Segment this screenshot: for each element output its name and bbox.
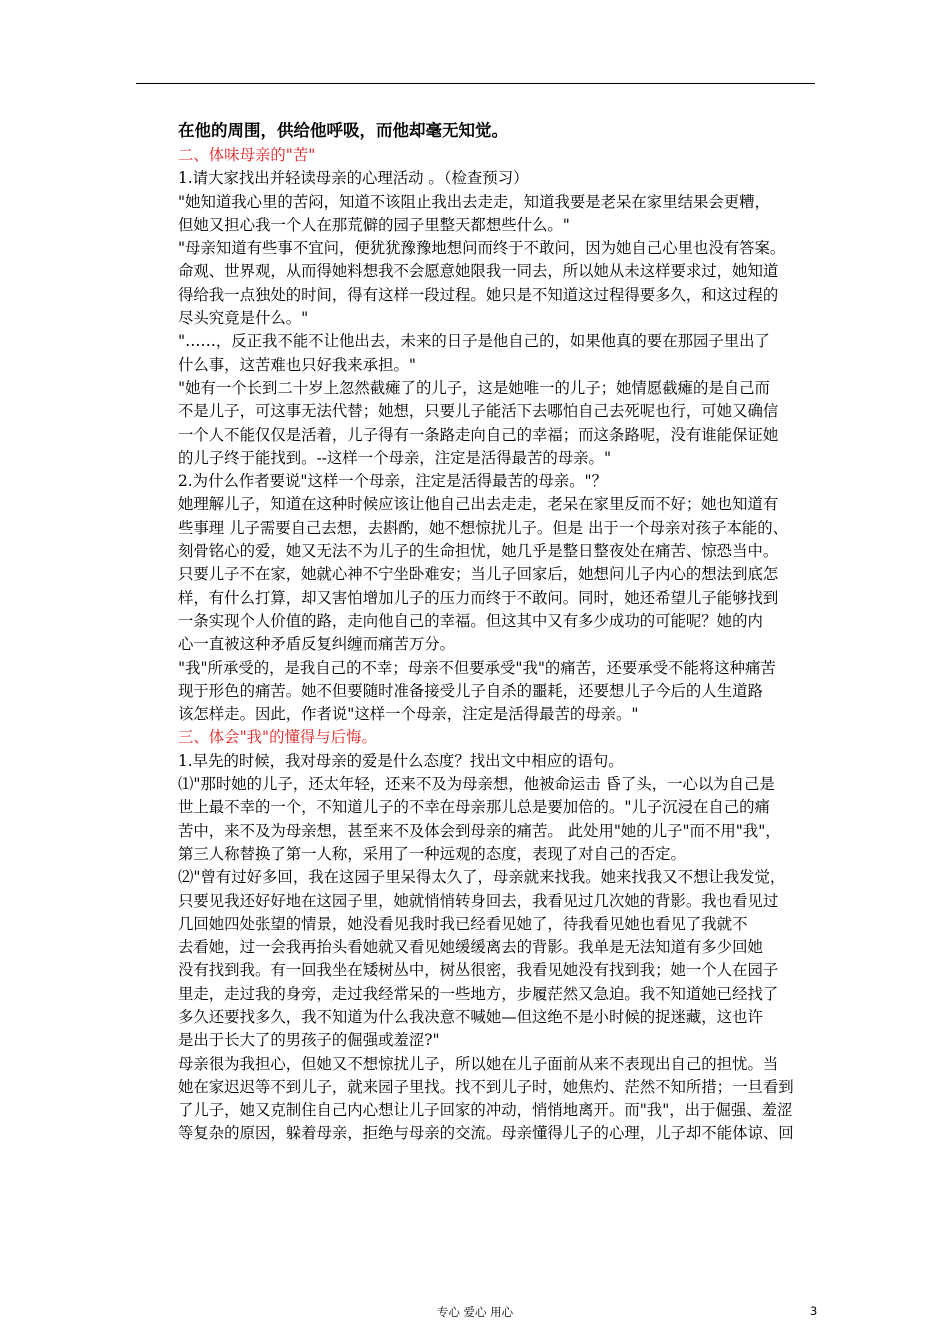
paragraph-line: "我"所承受的，是我自己的不幸；母亲不但要承受"我"的痛苦，还要承受不能将这种痛苦	[178, 658, 776, 677]
paragraph-line: 几回她四处张望的情景，她没看见我时我已经看见她了，待我看见她也看见了我就不	[178, 914, 748, 933]
question-3-1: 1.早先的时候，我对母亲的爱是什么态度？找出文中相应的语句。	[178, 751, 624, 770]
paragraph-line: 样，有什么打算，却又害怕增加儿子的压力而终于不敢问。同时，她还希望儿子能够找到	[178, 588, 779, 607]
paragraph-line: 了儿子，她又克制住自己内心想让儿子回家的冲动，悄悄地离开。而"我"，出于倔强、羞涩	[178, 1101, 793, 1120]
paragraph-line: 的儿子终于能找到。--这样一个母亲，注定是活得最苦的母亲。"	[178, 448, 612, 467]
paragraph-line: 没有找到我。有一回我坐在矮树丛中，树丛很密，我看见她没有找到我；她一个人在园子	[178, 961, 779, 980]
paragraph-line: 第三人称替换了第一人称，采用了一种远观的态度，表现了对自己的否定。	[178, 844, 686, 863]
paragraph-line: 只要见我还好好地在这园子里，她就悄悄转身回去，我看见过几次她的背影。我也看见过	[178, 891, 779, 910]
footer-motto: 专心 爱心 用心	[436, 1305, 514, 1319]
paragraph-line: ⑴"那时她的儿子，还太年轻，还来不及为母亲想，他被命运击 昏了头，一心以为自己是	[178, 775, 775, 794]
paragraph-line: 一个人不能仅仅是活着，儿子得有一条路走向自己的幸福；而这条路呢，没有谁能保证她	[178, 425, 779, 444]
paragraph-line: 多久还要找多久，我不知道为什么我决意不喊她—但这绝不是小时候的捉迷藏，这也许	[178, 1007, 763, 1026]
paragraph-line: 现于形色的痛苦。她不但要随时准备接受儿子自杀的噩耗，还要想儿子今后的人生道路	[178, 681, 763, 700]
paragraph-line: "母亲知道有些事不宜问，便犹犹豫豫地想问而终于不敢问，因为她自己心里也没有答案。	[178, 239, 786, 258]
paragraph-line: ⑵"曾有过好多回，我在这园子里呆得太久了，母亲就来找我。她来找我又不想让我发觉，	[178, 868, 786, 887]
document-body	[178, 118, 828, 1146]
question-2: 2.为什么作者要说"这样一个母亲，注定是活得最苦的母亲。"？	[178, 472, 607, 491]
paragraph-line: 母亲很为我担心，但她又不想惊扰儿子，所以她在儿子面前从来不表现出自己的担忧。当	[178, 1054, 779, 1073]
paragraph-line: 里走，走过我的身旁，走过我经常呆的一些地方，步履茫然又急迫。我不知道她已经找了	[178, 984, 779, 1003]
paragraph-line: "她知道我心里的苦闷，知道不该阻止我出去走走，知道我要是老呆在家里结果会更糟，	[178, 192, 770, 211]
paragraph-line: 世上最不幸的一个，不知道儿子的不幸在母亲那儿总是要加倍的。"儿子沉浸在自己的痛	[178, 798, 770, 817]
paragraph-line: 只要儿子不在家，她就心神不宁坐卧难安；当儿子回家后，她想问儿子内心的想法到底怎	[178, 565, 779, 584]
section-heading-2: 二、体味母亲的"苦"	[178, 146, 316, 164]
question-1: 1.请大家找出并轻读母亲的心理活动 。（检查预习）	[178, 169, 529, 188]
paragraph-line: 她理解儿子，知道在这种时候应该让他自己出去走走，老呆在家里反而不好；她也知道有	[178, 495, 779, 514]
paragraph-line: 命观、世界观，从而得她料想我不会愿意她限我一同去，所以她从未这样要求过，她知道	[178, 262, 779, 281]
paragraph-line: 等复杂的原因，躲着母亲，拒绝与母亲的交流。母亲懂得儿子的心理，儿子却不能体谅、回	[178, 1124, 794, 1143]
section-heading-3: 三、体会"我"的懂得与后悔。	[178, 728, 377, 747]
paragraph-line: 是出于长大了的男孩子的倔强或羞涩?"	[178, 1031, 440, 1050]
paragraph-line: 得给我一点独处的时间，得有这样一段过程。她只是不知道这过程得要多久，和这过程的	[178, 285, 779, 304]
paragraph-line: 一条实现个人价值的路，走向他自己的幸福。但这其中又有多少成功的可能呢？她的内	[178, 611, 763, 630]
paragraph-line: "她有一个长到二十岁上忽然截瘫了的儿子，这是她唯一的儿子；她情愿截瘫的是自己而	[178, 378, 770, 397]
paragraph-line: 些事理 儿子需要自己去想，去斟酌，她不想惊扰儿子。但是 出于一个母亲对孩子本能的、	[178, 518, 789, 537]
page-number: 3	[810, 1304, 818, 1318]
paragraph-line: "……，反正我不能不让他出去，未来的日子是他自己的，如果他真的要在那园子里出了	[178, 332, 770, 351]
header-rule	[136, 83, 815, 84]
paragraph-line: 她在家迟迟等不到儿子，就来园子里找。找不到儿子时，她焦灼、茫然不知所措；一旦看到	[178, 1077, 794, 1096]
lead-sentence: 在他的周围，供给他呼吸，而他却毫无知觉。	[178, 121, 508, 140]
paragraph-line: 去看她，过一会我再抬头看她就又看见她缓缓离去的背影。我单是无法知道有多少回她	[178, 938, 763, 957]
paragraph-line: 尽头究竟是什么。"	[178, 309, 309, 328]
paragraph-line: 不是儿子，可这事无法代替；她想，只要儿子能活下去哪怕自己去死呢也行，可她又确信	[178, 402, 779, 421]
paragraph-line: 该怎样走。因此，作者说"这样一个母亲，注定是活得最苦的母亲。"	[178, 705, 639, 724]
paragraph-line: 心一直被这种矛盾反复纠缠而痛苦万分。	[178, 635, 456, 654]
paragraph-line: 什么事，这苦难也只好我来承担。"	[178, 355, 416, 374]
paragraph-line: 刻骨铭心的爱，她又无法不为儿子的生命担忧，她几乎是整日整夜处在痛苦、惊恐当中。	[178, 542, 779, 561]
paragraph-line: 但她又担心我一个人在那荒僻的园子里整天都想些什么。"	[178, 215, 570, 234]
paragraph-line: 苦中，来不及为母亲想，甚至来不及体会到母亲的痛苦。 此处用"她的儿子"而不用"我"，	[178, 821, 781, 840]
